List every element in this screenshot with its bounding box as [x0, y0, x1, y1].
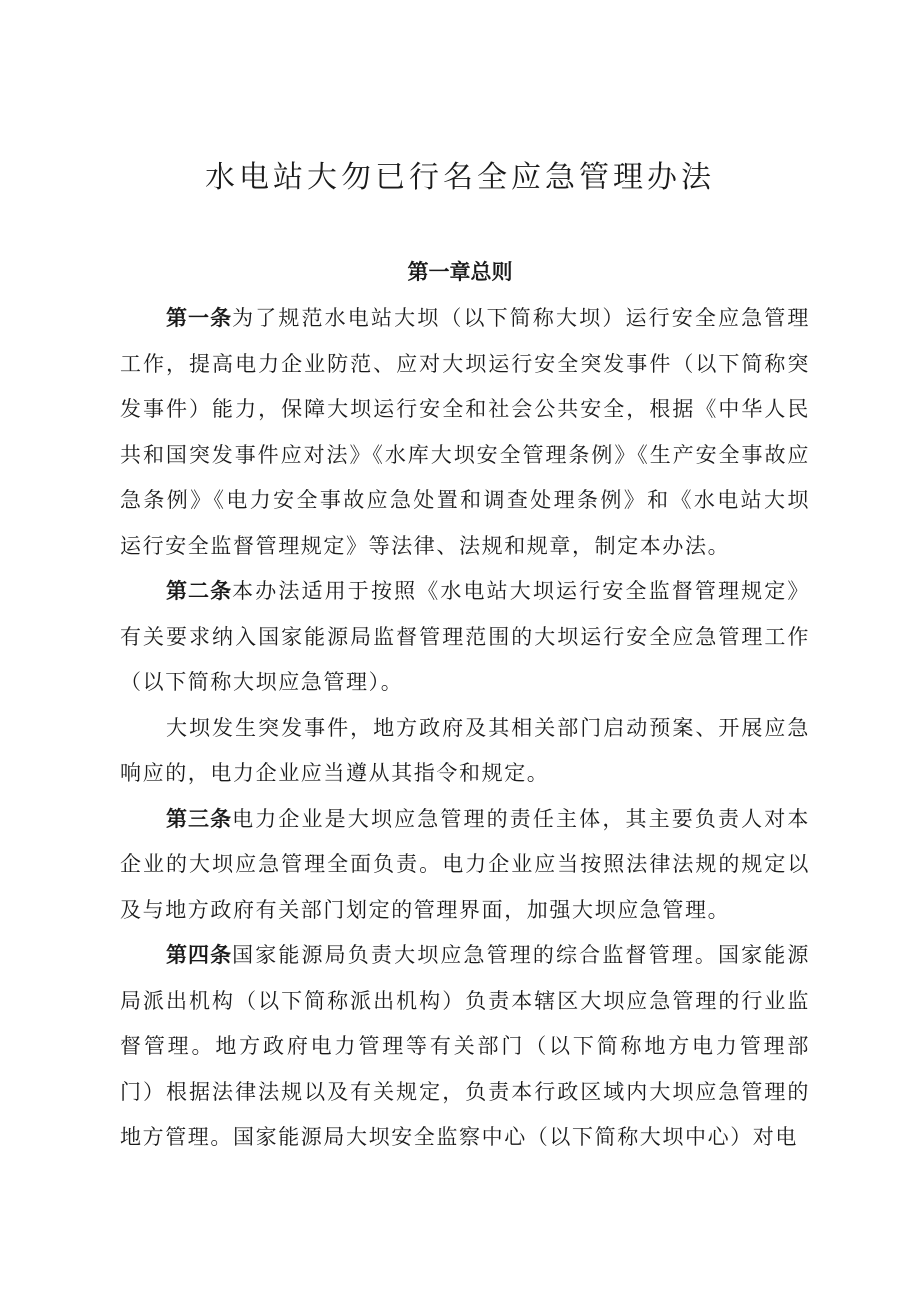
document-title: 水电站大勿已行名全应急管理办法: [205, 160, 715, 195]
article-text: 大坝发生突发事件，地方政府及其相关部门启动预案、开展应急响应的，电力企业应当遵从其指令和规定。: [120, 715, 810, 785]
article-label: 第一条: [166, 306, 233, 330]
article-label: 第四条: [166, 943, 233, 967]
article-2-paragraph-2: [120, 706, 810, 797]
article-text: 国家能源局负责大坝应急管理的综合监督管理。国家能源局派出机构（以下简称派出机构）负责本辖区大坝应急管理的行业监督管理。地方政府电力管理等有关部门（以下简称地方电力管理部门）根据法律法规以及有关规定，负责本行政区域内大坝应急管理的地方管理。国家能源局大坝安全监察中心（以下简称大坝中心）对电: [120, 943, 811, 1149]
article-3: [120, 797, 810, 934]
article-2: [120, 569, 810, 706]
article-text: 为了规范水电站大坝（以下简称大坝）运行安全应急管理工作，提高电力企业防范、应对大坝运行安全突发事件（以下简称突发事件）能力，保障大坝运行安全和社会公共安全，根据《中华人民共和国突发事件应对法》《水库大坝安全管理条例》《生产安全事故应急条例》《电力安全事故应急处置和调查处理条例》和《水电站大坝运行安全监督管理规定》等法律、法规和规章，制定本办法。: [120, 306, 811, 558]
document-body: [120, 296, 810, 1161]
article-label: 第三条: [166, 806, 233, 831]
article-1: [120, 296, 810, 569]
article-label: 第二条: [166, 579, 233, 603]
article-text: 本办法适用于按照《水电站大坝运行安全监督管理规定》有关要求纳入国家能源局监督管理范围的大坝运行安全应急管理工作（以下简称大坝应急管理）。: [120, 579, 811, 694]
article-4: [120, 933, 810, 1161]
chapter-title: 第一章总则: [407, 260, 513, 284]
article-text: 电力企业是大坝应急管理的责任主体，其主要负责人对本企业的大坝应急管理全面负责。电力企业应当按照法律法规的规定以及与地方政府有关部门划定的管理界面，加强大坝应急管理。: [120, 806, 811, 922]
